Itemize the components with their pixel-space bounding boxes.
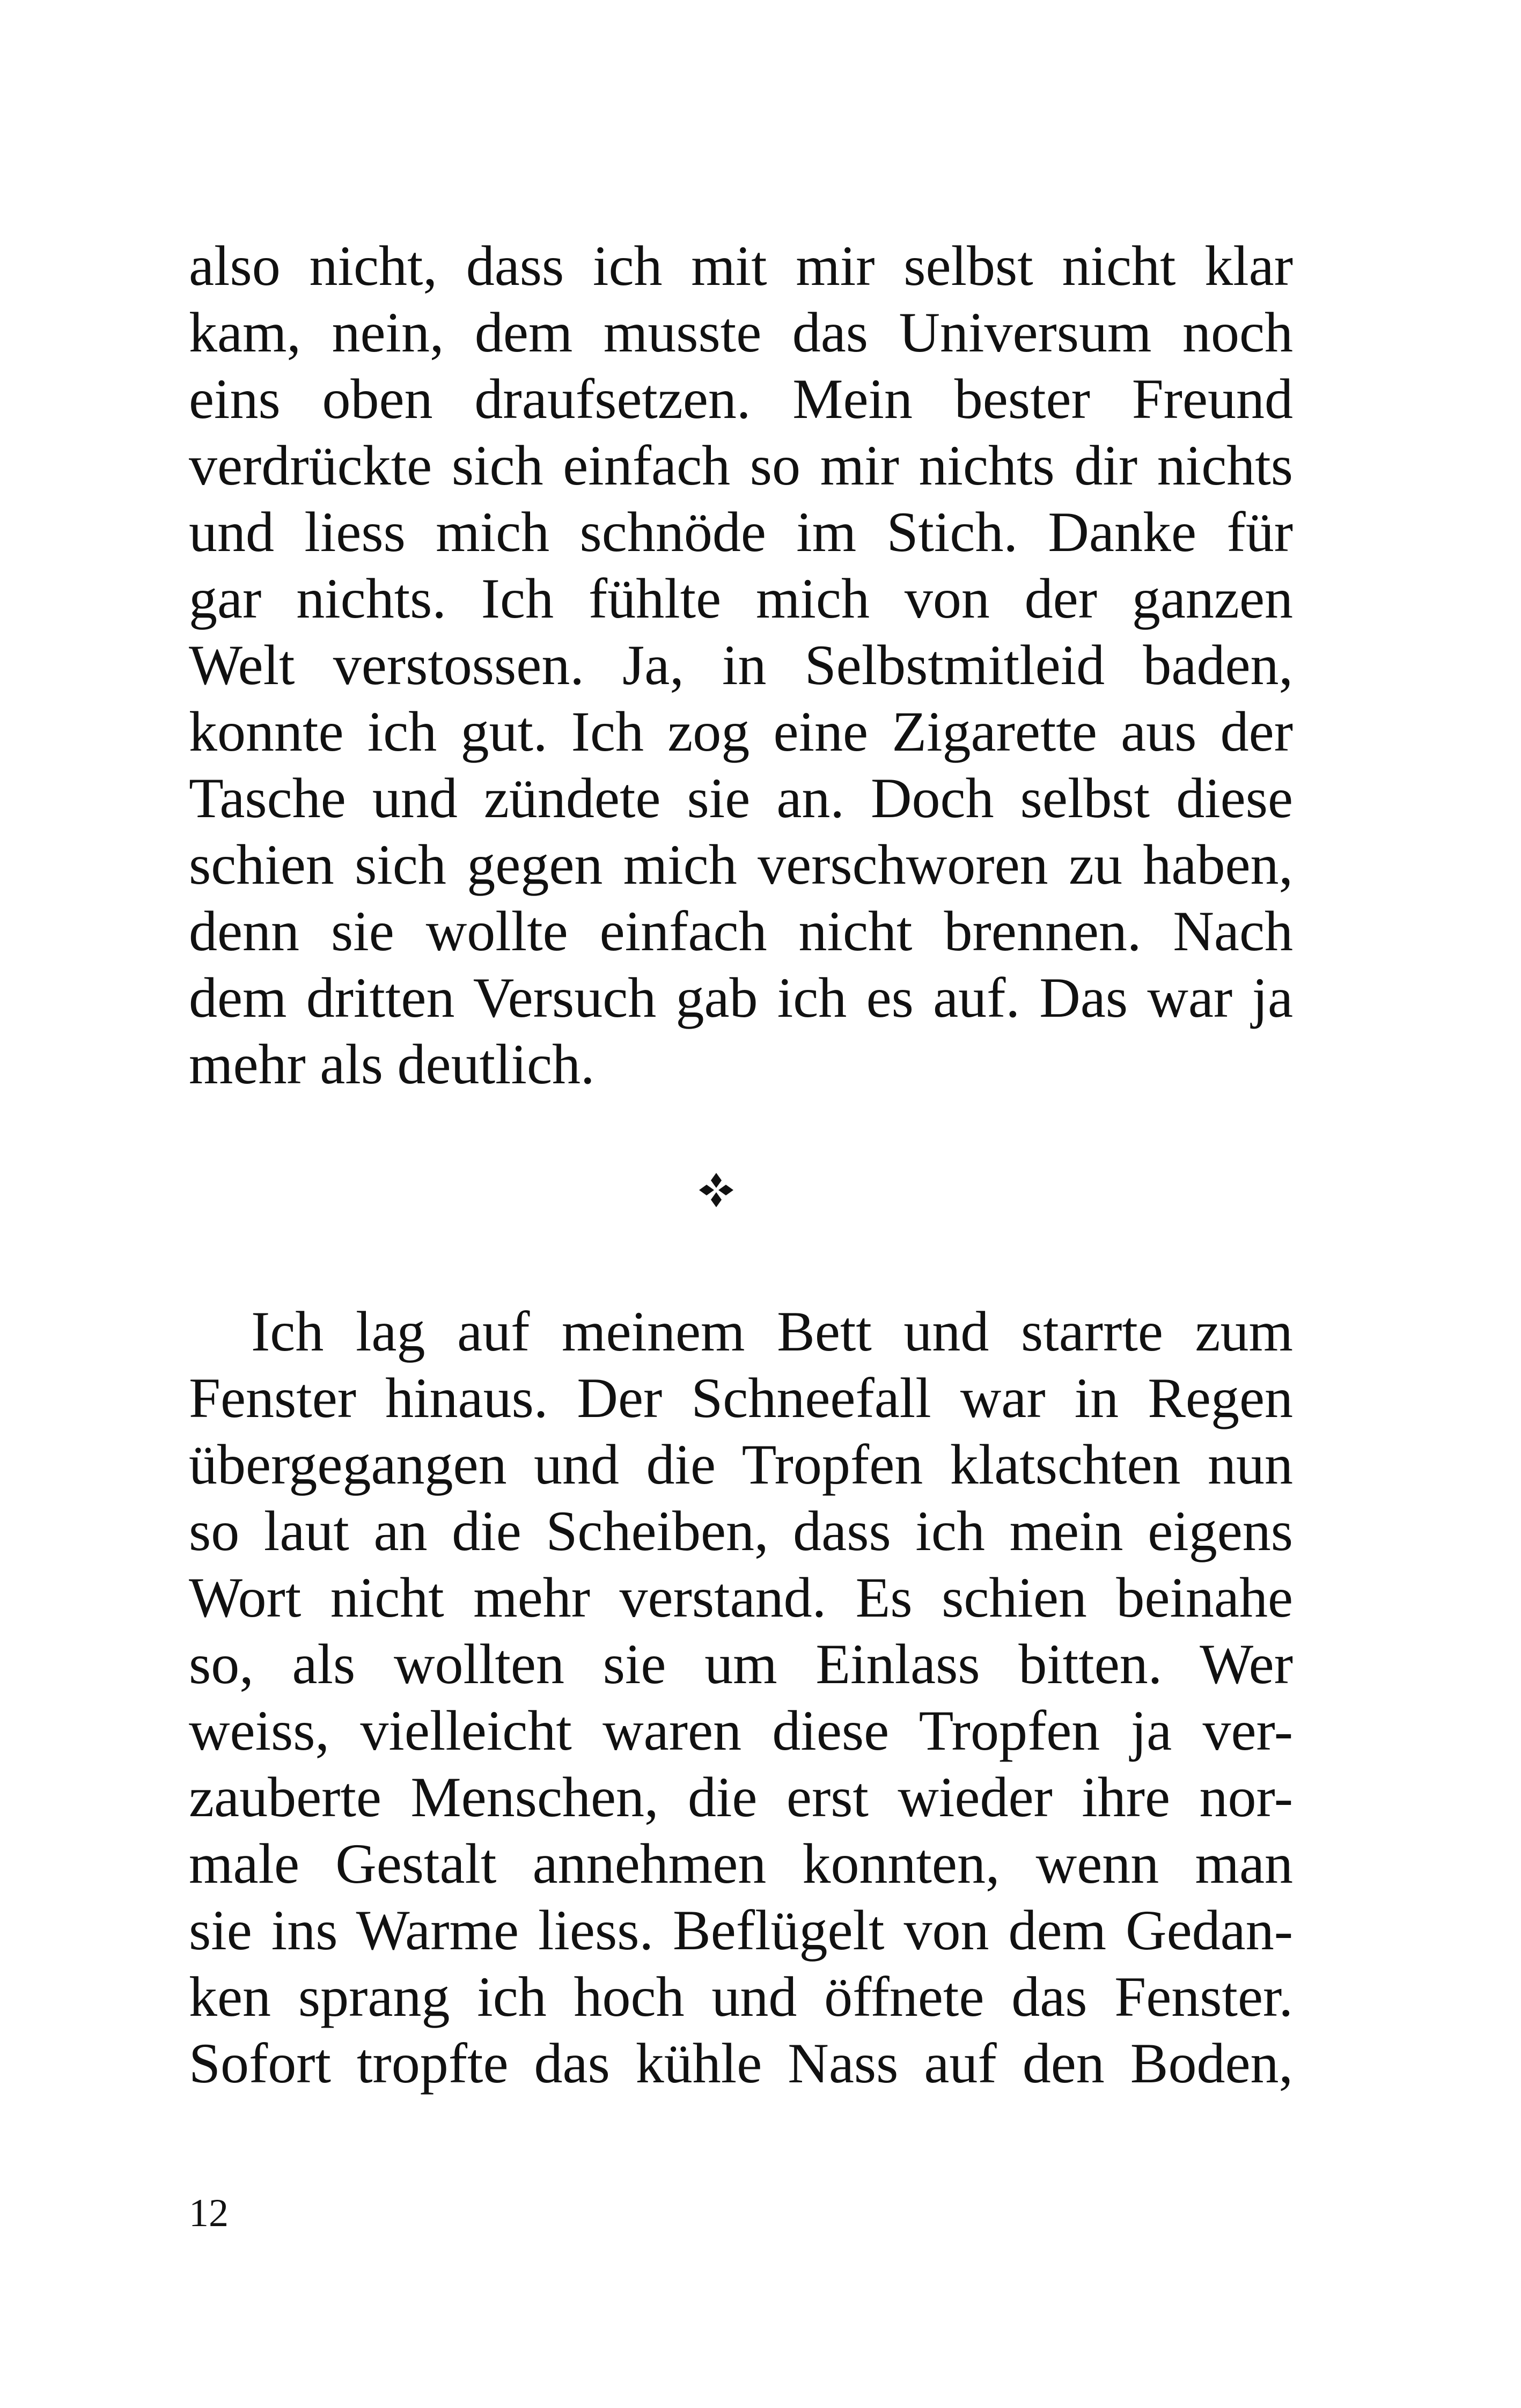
text-line: Tasche und zündete sie an. Doch selbst diese xyxy=(189,767,1293,829)
text-line: gar nichts. Ich fühlte mich von der ganzen xyxy=(189,567,1293,630)
text-line: so, als wollten sie um Einlass bitten. Wer xyxy=(189,1633,1293,1695)
text-line: also nicht, dass ich mit mir selbst nicht klar xyxy=(189,234,1293,297)
text-line: zauberte Menschen, die erst wieder ihre nor- xyxy=(189,1766,1293,1829)
text-line: und liess mich schnöde im Stich. Danke für xyxy=(189,501,1293,563)
text-line: konnte ich gut. Ich zog eine Zigarette aus der xyxy=(189,700,1293,763)
text-line: mehr als deutlich. xyxy=(189,1033,595,1096)
text-line: verdrückte sich einfach so mir nichts dir nichts xyxy=(189,434,1293,497)
text-line: dem dritten Versuch gab ich es auf. Das war ja xyxy=(189,966,1293,1029)
text-line: eins oben draufsetzen. Mein bester Freund xyxy=(189,368,1293,430)
text-line: male Gestalt annehmen konnten, wenn man xyxy=(189,1832,1293,1895)
text-line: Wort nicht mehr verstand. Es schien beinahe xyxy=(189,1566,1293,1629)
paragraph-continued xyxy=(189,233,1293,1098)
text-line: Welt verstossen. Ja, in Selbstmitleid baden, xyxy=(189,634,1293,696)
text-line: schien sich gegen mich verschworen zu haben, xyxy=(189,833,1293,896)
text-line: so laut an die Scheiben, dass ich mein eigens xyxy=(189,1500,1293,1562)
text-line: übergegangen und die Tropfen klatschten nun xyxy=(189,1433,1293,1496)
text-line: sie ins Warme liess. Beflügelt von dem Gedan- xyxy=(189,1899,1293,1962)
text-line: denn sie wollte einfach nicht brennen. Nach xyxy=(189,900,1293,963)
text-line: Ich lag auf meinem Bett und starrte zum xyxy=(251,1300,1293,1363)
page-number: 12 xyxy=(189,2191,229,2235)
text-line: Sofort tropfte das kühle Nass auf den Boden, xyxy=(189,2032,1293,2095)
text-line: kam, nein, dem musste das Universum noch xyxy=(189,301,1293,364)
text-line: weiss, vielleicht waren diese Tropfen ja ver- xyxy=(189,1699,1293,1762)
text-line: Fenster hinaus. Der Schneefall war in Regen xyxy=(189,1367,1293,1429)
text-line: ken sprang ich hoch und öffnete das Fenster. xyxy=(189,1965,1293,2028)
four-diamond-ornament-icon xyxy=(695,1169,738,1212)
paragraph-new xyxy=(189,1298,1293,2097)
